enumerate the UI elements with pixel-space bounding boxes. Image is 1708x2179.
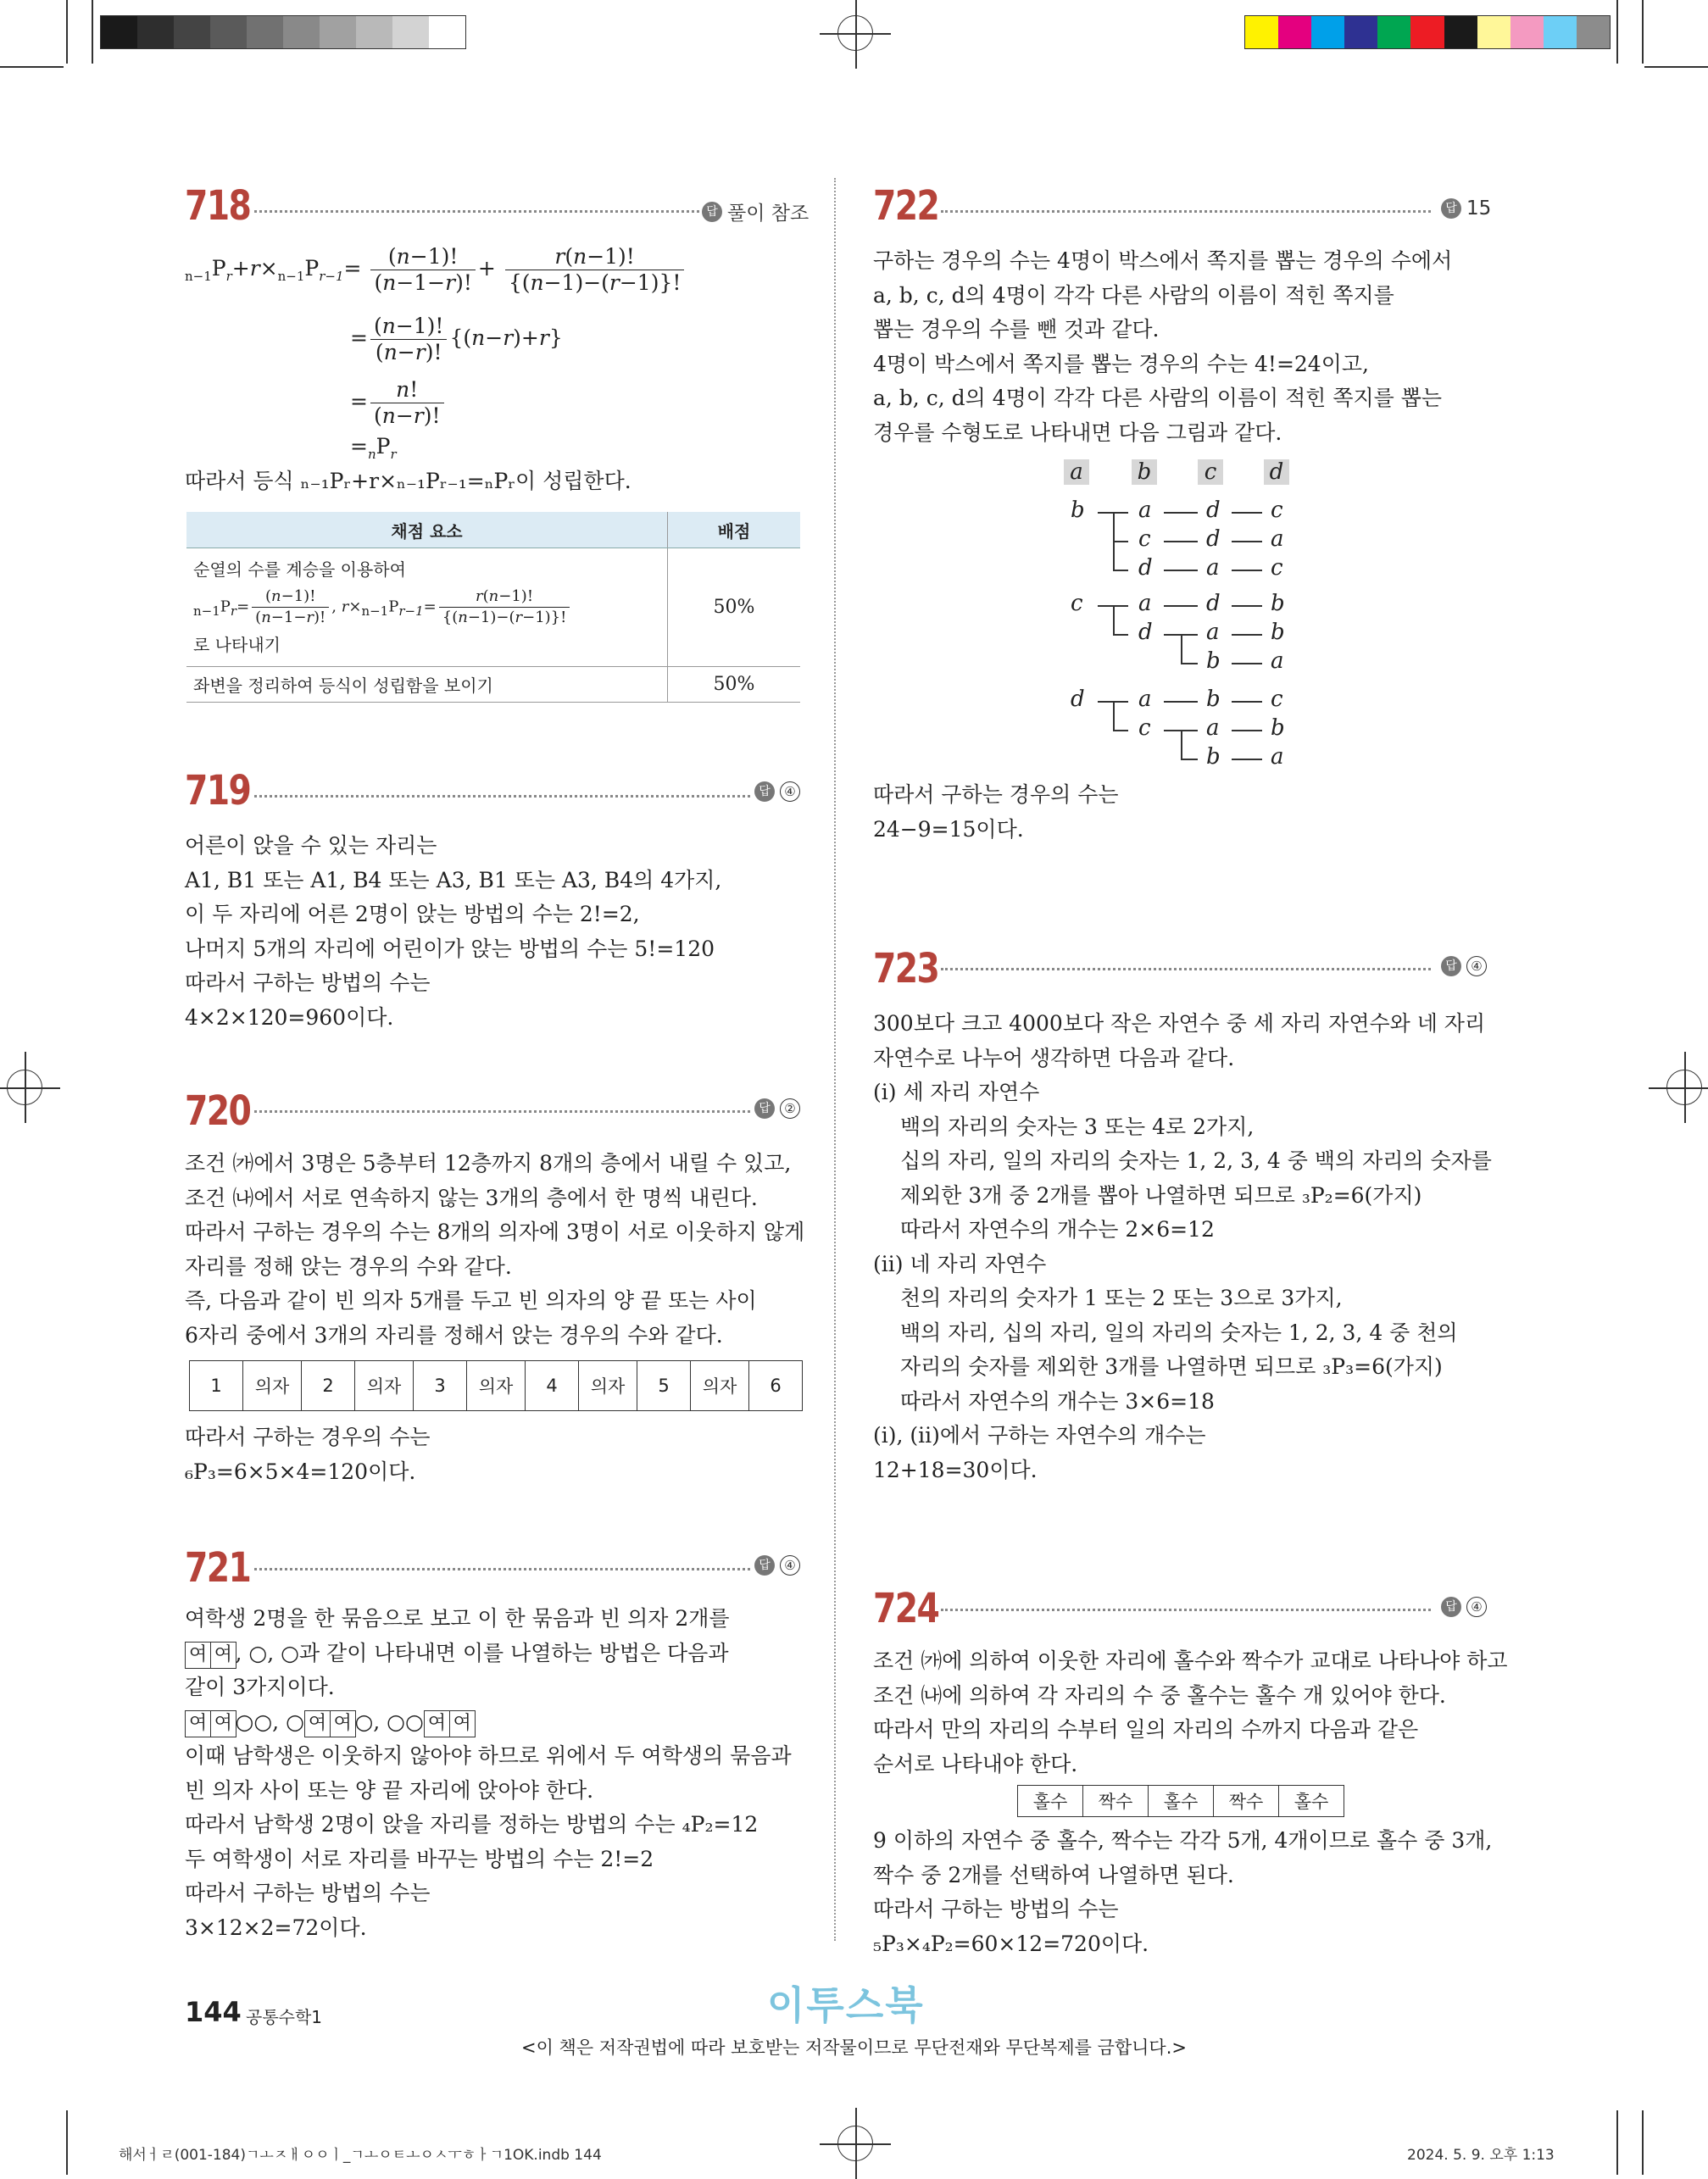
equation-line: $=_nP_r$ — [350, 434, 397, 462]
answer-icon: 답 — [754, 781, 775, 802]
answer-text: ④ — [1466, 956, 1487, 976]
equation-line: = $\frac{n!}{(n-r)!}$ — [350, 377, 447, 429]
solution-text: 어른이 앉을 수 있는 자리는 A1, B1 또는 A1, B4 또는 A3, B1 또는 A3, B4의 4가지, 이 두 자리에 어른 2명이 앉는 방법의 수는 2!=2, 나머지 5개의 자리에 어린이가 앉는 방법의 수는 5!=120 따라서 구하는 방법의 수는 4×2×120=960이다. — [185, 833, 722, 1030]
crop-mark — [92, 0, 93, 64]
problem-number: 720 — [185, 1087, 251, 1135]
answer-icon: 답 — [1441, 1597, 1461, 1617]
seat-cell: 2 — [302, 1361, 355, 1410]
dotted-leader — [941, 210, 1431, 213]
registration-mark — [837, 15, 873, 51]
answer-label — [754, 781, 800, 802]
table-cell-score: 50% — [668, 548, 801, 667]
problem-number: 721 — [185, 1544, 251, 1592]
table-cell: 순열의 수를 계승을 이용하여 $_{n-1}P_r=$ $\frac{(n-1)!}{(n-1-r)!}$ , $r\times_{n-1}P_{r-1}=$ $\frac{r(n-1)!}{\{(n-1)-(r-1)\}!}$ 로 나타내기 — [186, 548, 668, 667]
copyright-notice: <이 책은 저작권법에 따라 보호받는 저작물이므로 무단전재와 무단복제를 금합니다.> — [521, 2037, 1187, 2058]
answer-text: ④ — [780, 1555, 800, 1576]
table-header-item: 채점 요소 — [186, 512, 668, 548]
gray-color-bar — [100, 15, 466, 49]
seat-cell: 의자 — [691, 1361, 749, 1410]
solution-text: 여학생 2명을 한 묶음으로 보고 이 한 묶음과 빈 의자 2개를 여 여 , ○, ○과 같이 나타내면 이를 나열하는 방법은 다음과 같이 3가지이다. 여 여 ○○, ○ 여 여 ○, ○○ 여 여 이때 남학생은 이웃하지 않아야 하므로 위에서 두 여학생의 묶음과 빈 의자 사이 또는 양 끝 자리에 앉아야 한다. 따라서 남학생 2명이 앉을 자리를 정하는 방법의 수는 ₄P₂=12 두 여학생이 서로 자리를 바꾸는 방법의 수는 2!=2 따라서 구하는 방법의 수는 3×12×2=72이다. — [185, 1606, 792, 1940]
table-header-score: 배점 — [668, 512, 801, 548]
solution-text: 따라서 구하는 경우의 수는 24−9=15이다. — [873, 782, 1119, 842]
answer-label — [1441, 956, 1487, 976]
table-cell: 좌변을 정리하여 등식이 성립함을 보이기 — [186, 667, 668, 703]
cmyk-color-bar — [1244, 15, 1611, 49]
dotted-leader — [254, 795, 750, 798]
solution-text: 조건 ㈎에서 3명은 5층부터 12층까지 8개의 층에서 내릴 수 있고, 조건 ㈏에서 서로 연속하지 않는 3개의 층에서 한 명씩 내린다. 따라서 구하는 경우의 수는 8개의 의자에 3명이 서로 이웃하지 않게 자리를 정해 앉는 경우의 수와 같다. 즉, 다음과 같이 빈 의자 5개를 두고 빈 의자의 양 끝 또는 사이 6자리 중에서 3개의 자리를 정해서 앉는 경우의 수와 같다. — [185, 1151, 805, 1348]
seat-cell: 의자 — [243, 1361, 302, 1410]
seat-cell: 의자 — [467, 1361, 526, 1410]
seat-cell: 5 — [637, 1361, 691, 1410]
crop-mark — [1616, 2110, 1618, 2175]
dotted-leader — [941, 1609, 1431, 1611]
answer-text: 풀이 참조 — [727, 203, 809, 225]
equation-line: $_{n-1}P_r+r\times_{n-1}P_{r-1}=$ $\frac{(n-1)!}{(n-1-r)!}$ + $\frac{r(n-1)!}{\{(n-1)-(r-1)\}!}$ — [185, 244, 687, 296]
answer-icon: 답 — [754, 1098, 775, 1119]
parity-cell: 짝수 — [1214, 1786, 1279, 1816]
parity-row — [1017, 1785, 1344, 1817]
file-info: 해서ㅓㄹ(001-184)ㄱㅗㅈㅐㅇㅇㅣ_ㄱㅗㅇㅌㅗㅇㅅㅜㅎㅏㄱ1OK.indb 144 — [119, 2147, 602, 2164]
answer-label — [1441, 197, 1491, 220]
dotted-leader — [254, 1568, 750, 1570]
grading-table — [186, 512, 800, 703]
answer-icon: 답 — [1441, 198, 1461, 219]
tree-diagram: a b c d b a d c c d a d a c c a d b d a b b a d a b c c a b b a — [1064, 459, 1318, 781]
table-cell-score: 50% — [668, 667, 801, 703]
answer-label — [1441, 1597, 1487, 1617]
print-date: 2024. 5. 9. 오후 1:13 — [1407, 2147, 1555, 2164]
arrangement-list: 여 여 ○○, ○ 여 여 ○, ○○ 여 여 — [185, 1705, 792, 1740]
problem-number: 723 — [873, 945, 939, 992]
answer-text: ④ — [780, 781, 800, 802]
seat-row — [189, 1360, 803, 1411]
crop-mark — [1642, 0, 1644, 64]
crop-mark — [66, 0, 68, 64]
dotted-leader — [941, 968, 1431, 970]
seat-cell: 4 — [526, 1361, 579, 1410]
answer-label — [702, 197, 809, 225]
crop-mark — [1642, 2110, 1644, 2175]
book-title: 공통수학1 — [246, 2007, 323, 2027]
answer-icon: 답 — [702, 202, 722, 222]
parity-cell: 홀수 — [1018, 1786, 1083, 1816]
answer-text: 15 — [1466, 197, 1492, 220]
seat-cell: 6 — [770, 1376, 782, 1396]
solution-text: 구하는 경우의 수는 4명이 박스에서 쪽지를 뽑는 경우의 수에서 a, b, c, d의 4명이 각각 다른 사람의 이름이 적힌 쪽지를 뽑는 경우의 수를 뺀 것과 같다. 4명이 박스에서 쪽지를 뽑는 경우의 수는 4!=24이고, a, b, c, d의 4명이 각각 다른 사람의 이름이 적힌 쪽지를 뽑는 경우를 수형도로 나타내면 다음 그림과 같다. — [873, 248, 1453, 445]
seat-cell: 1 — [190, 1361, 243, 1410]
parity-cell: 홀수 — [1294, 1792, 1329, 1812]
registration-mark — [1666, 1070, 1702, 1105]
seat-cell: 의자 — [355, 1361, 414, 1410]
crop-mark — [1644, 66, 1708, 68]
female-box: 여 — [210, 1642, 236, 1669]
page-number: 144 — [185, 1996, 242, 2028]
conclusion-text: 따라서 등식 ₙ₋₁Pᵣ+r×ₙ₋₁Pᵣ₋₁=ₙPᵣ이 성립한다. — [185, 469, 631, 493]
seat-cell: 의자 — [579, 1361, 637, 1410]
column-separator — [834, 178, 836, 1941]
brand-logo: 이투스북 — [767, 1982, 925, 2028]
answer-label — [754, 1098, 800, 1119]
solution-text: 9 이하의 자연수 중 홀수, 짝수는 각각 5개, 4개이므로 홀수 중 3개, 짝수 중 2개를 선택하여 나열하면 된다. 따라서 구하는 방법의 수는 ₅P₃×₄P₂=60×12=720이다. — [873, 1828, 1493, 1956]
problem-number: 722 — [873, 182, 939, 230]
crop-mark — [1616, 0, 1618, 64]
answer-text: ④ — [1466, 1597, 1487, 1617]
solution-text: 300보다 크고 4000보다 작은 자연수 중 세 자리 자연수와 네 자리 자연수로 나누어 생각하면 다음과 같다. (ⅰ) 세 자리 자연수 백의 자리의 숫자는 3 또는 4로 2가지, 십의 자리, 일의 자리의 숫자는 1, 2, 3, 4 중 백의 자리의 숫자를 제외한 3개 중 2개를 뽑아 나열하면 되므로 ₃P₂=6(가지) 따라서 자연수의 개수는 2×6=12 (ⅱ) 네 자리 자연수 천의 자리의 숫자가 1 또는 2 또는 3으로 3가지, 백의 자리, 십의 자리, 일의 자리의 숫자는 1, 2, 3, 4 중 천의 자리의 숫자를 제외한 3개를 나열하면 되므로 ₃P₃=6(가지) 따라서 자연수의 개수는 3×6=18 (ⅰ), (ⅱ)에서 구하는 자연수의 개수는 12+18=30이다. — [873, 1011, 1492, 1482]
registration-mark — [7, 1070, 42, 1105]
crop-mark — [0, 66, 64, 68]
answer-icon: 답 — [1441, 956, 1461, 976]
crop-mark — [66, 2110, 68, 2175]
answer-text: ② — [780, 1098, 800, 1119]
registration-mark — [837, 2126, 873, 2161]
problem-number: 718 — [185, 182, 251, 230]
problem-number: 719 — [185, 767, 251, 814]
equation-line: = $\frac{(n-1)!}{(n-r)!}$ {(n−r)+r} — [350, 314, 563, 364]
female-box: 여 — [185, 1642, 211, 1669]
problem-number: 724 — [873, 1585, 939, 1632]
parity-cell: 짝수 — [1083, 1786, 1149, 1816]
solution-text: 조건 ㈎에 의하여 이웃한 자리에 홀수와 짝수가 교대로 나타나야 하고 조건 ㈏에 의하여 각 자리의 수 중 홀수는 홀수 개 있어야 한다. 따라서 만의 자리의 수부터 일의 자리의 수까지 다음과 같은 순서로 나타내야 한다. — [873, 1648, 1508, 1776]
answer-icon: 답 — [754, 1555, 775, 1576]
answer-label — [754, 1555, 800, 1576]
dotted-leader — [254, 1110, 750, 1113]
seat-cell: 3 — [414, 1361, 467, 1410]
parity-cell: 홀수 — [1149, 1786, 1214, 1816]
dotted-leader — [254, 210, 699, 213]
solution-text: 따라서 구하는 경우의 수는 ₆P₃=6×5×4=120이다. — [185, 1425, 431, 1484]
